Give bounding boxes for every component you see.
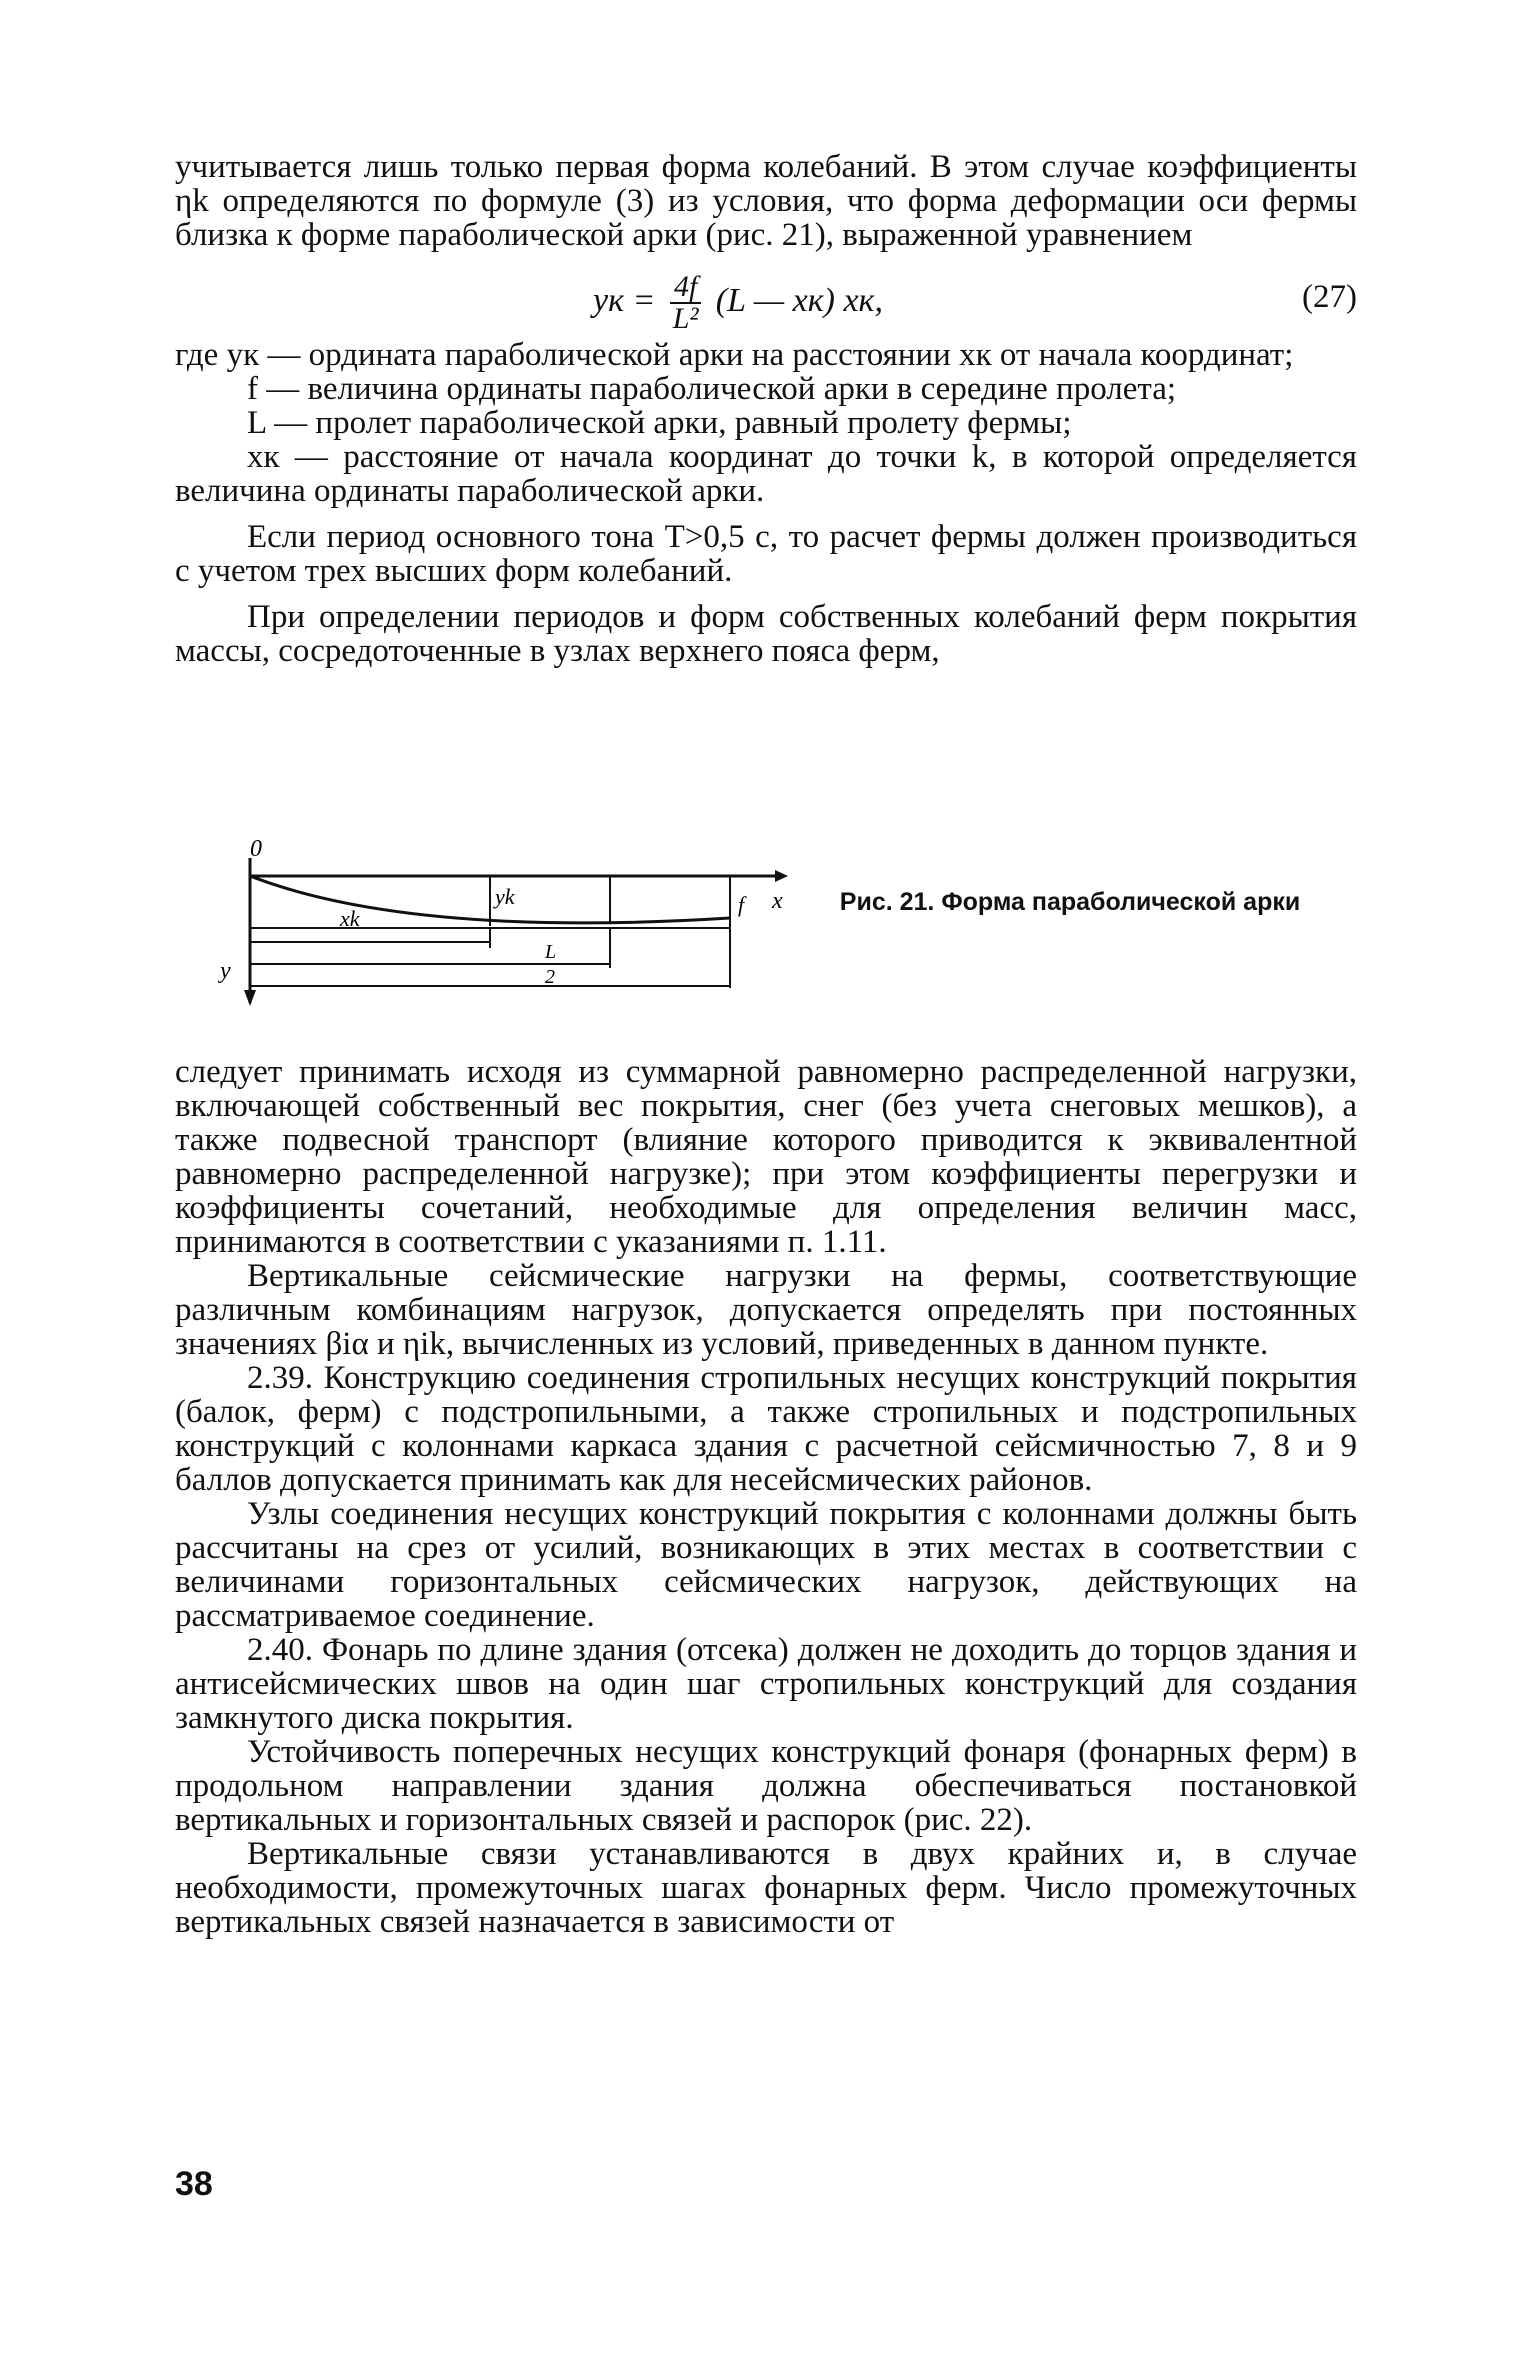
paragraph: 2.40. Фонарь по длине здания (отсека) должен не доходить до торцов здания и антисейсмических швов на один шаг стропильных конструкций для создания замкнутого диска покрытия. [175, 1632, 1357, 1736]
figure-caption: Рис. 21. Форма параболической арки [839, 888, 1301, 916]
formula-27 [175, 258, 1357, 335]
paragraph: Узлы соединения несущих конструкций покрытия с колоннами должны быть рассчитаны на срез от усилий, возникающих в этих местах в соответствии с величинами горизонтальных сейсмических нагрузок, действующих на рассматриваемое соединение. [175, 1496, 1357, 1634]
half-span-numerator: L [545, 941, 557, 963]
paragraph: 2.39. Конструкцию соединения стропильных несущих конструкций покрытия (балок, ферм) с подстропильными, а также стропильных и подстропильных конструкций с колоннами каркаса здания с расчетной сейсмичностью 7, 8 и 9 баллов допускается принимать как для несейсмических районов. [175, 1360, 1357, 1498]
formula-expression [593, 272, 883, 334]
paragraph: где yк — ордината параболической арки на расстоянии xк от начала координат; [175, 337, 1294, 373]
x-axis-label: x [772, 888, 783, 914]
figure-21 [210, 838, 1360, 1018]
origin-label: 0 [250, 838, 262, 862]
paragraph: Вертикальные связи устанавливаются в двух крайних и, в случае необходимости, промежуточных шагах фонарных ферм. Число промежуточных вертикальных связей назначается в зависимости от [175, 1836, 1357, 1940]
y-axis-arrow [244, 990, 256, 1006]
bottom-text-block [175, 1055, 1357, 1939]
paragraph: f — величина ординаты параболической арки в середине пролета; [247, 371, 1177, 407]
paragraph: L — пролет параболической арки, равный пролету фермы; [247, 405, 1072, 441]
parabolic-arch-diagram [210, 838, 790, 1018]
formula-rhs: (L — xк) xк, [715, 281, 883, 319]
half-span-denominator: 2 [545, 966, 555, 988]
paragraph: xк — расстояние от начала координат до точки k, в которой определяется величина ординаты параболической арки. [175, 439, 1357, 509]
formula-lhs: yк = [593, 281, 656, 319]
y-axis-label: y [220, 958, 231, 984]
paragraph: учитывается лишь только первая форма колебаний. В этом случае коэффициенты ηk определяются по формуле (3) из условия, что форма деформации оси фермы близка к форме параболической арки (рис. 21), выраженной уравнением [175, 149, 1357, 253]
xk-label: xk [340, 906, 360, 931]
formula-fraction [670, 272, 701, 334]
formula-denominator: L² [672, 302, 699, 335]
x-axis-arrow [775, 870, 788, 882]
paragraph: следует принимать исходя из суммарной равномерно распределенной нагрузки, включающей собственный вес покрытия, снег (без учета снеговых мешков), а также подвесной транспорт (влияние которого приводится к эквивалентной равномерно распределенной нагрузке); при этом коэффициенты перегрузки и коэффициенты сочетаний, необходимые для определения величин масс, принимаются в соответствии с указаниями п. 1.11. [175, 1054, 1357, 1260]
paragraph: Вертикальные сейсмические нагрузки на фермы, соответствующие различным комбинациям нагрузок, допускается определять при постоянных значениях βiα и ηik, вычисленных из условий, приведенных в данном пункте. [175, 1258, 1357, 1362]
formula-numerator: 4f [670, 272, 701, 304]
paragraph: Если период основного тона T>0,5 с, то расчет фермы должен производиться с учетом трех высших форм колебаний. [175, 519, 1357, 589]
page-number: 38 [175, 2165, 213, 2203]
f-label: f [738, 892, 745, 917]
paragraph: При определении периодов и форм собственных колебаний ферм покрытия массы, сосредоточенные в узлах верхнего пояса ферм, [175, 599, 1357, 669]
paragraph: Устойчивость поперечных несущих конструкций фонаря (фонарных ферм) в продольном направлении здания должна обеспечиваться постановкой вертикальных и горизонтальных связей и распорок (рис. 22). [175, 1734, 1357, 1838]
yk-label: yk [495, 884, 515, 909]
formula-number: (27) [1302, 279, 1357, 315]
top-text-block [175, 150, 1357, 668]
